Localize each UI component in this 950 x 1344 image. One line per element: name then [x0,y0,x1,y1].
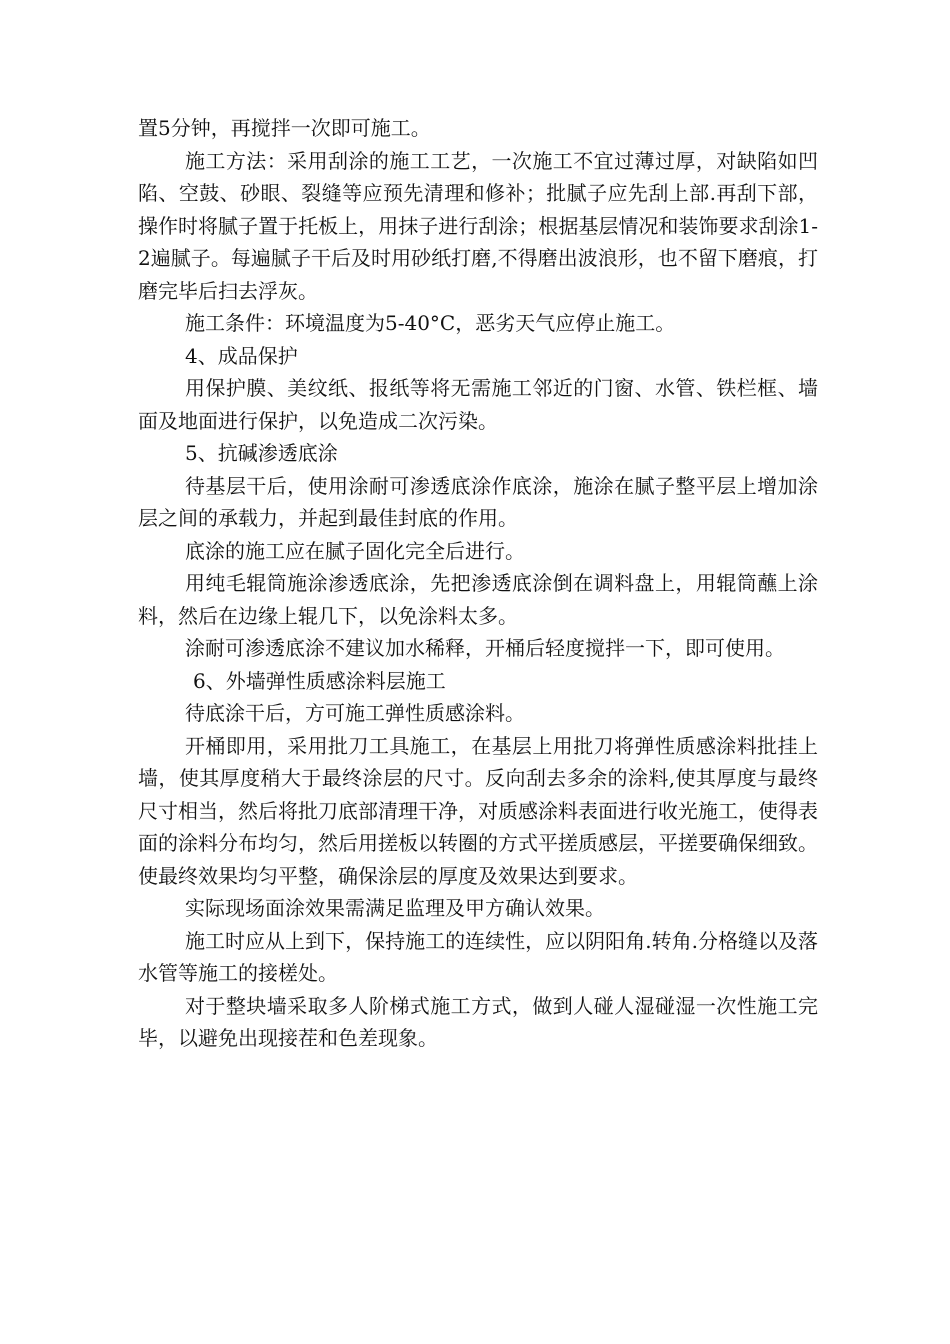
paragraph-8: 底涂的施工应在腻子固化完全后进行。 [185,538,525,563]
paragraph-16: 对于整块墙采取多人阶梯式施工方式，做到人碰人湿碰湿一次性施工完毕，以避免出现接茬和色差现象。 [138,993,818,1050]
paragraph-2: 施工方法：采用刮涂的施工工艺，一次施工不宜过薄过厚，对缺陷如凹陷、空鼓、砂眼、裂缝等应预先清理和修补；批腻子应先刮上部.再刮下部，操作时将腻子置于托板上，用抹子进行刮涂；根据基层情况和装饰要求刮涂1-2遍腻子。每遍腻子干后及时用砂纸打磨,不得磨出波浪形，也不留下磨痕，打磨完毕后扫去浮灰。 [138,148,818,303]
section-heading-5: 5、抗碱渗透底涂 [185,441,338,465]
paragraph-15: 施工时应从上到下，保持施工的连续性，应以阴阳角.转角.分格缝以及落水管等施工的接槎处。 [138,928,818,985]
paragraph-9: 用纯毛辊筒施涂渗透底涂，先把渗透底涂倒在调料盘上，用辊筒蘸上涂料，然后在边缘上辊几下，以免涂料太多。 [138,571,818,628]
paragraph-13: 开桶即用，采用批刀工具施工，在基层上用批刀将弹性质感涂料批挂上墙，使其厚度稍大于最终涂层的尺寸。反向刮去多余的涂料,使其厚度与最终尺寸相当，然后将批刀底部清理干净，对质感涂料表面进行收光施工，使得表面的涂料分布均匀，然后用搓板以转圈的方式平搓质感层，平搓要确保细致。使最终效果均匀平整，确保涂层的厚度及效果达到要求。 [138,733,818,888]
section-heading-6: 6、外墙弹性质感涂料层施工 [193,668,446,693]
paragraph-12: 待底涂干后，方可施工弹性质感涂料。 [185,701,525,725]
section-heading-4: 4、成品保护 [185,343,298,368]
paragraph-1: 置5分钟，再搅拌一次即可施工。 [138,116,431,140]
paragraph-3: 施工条件：环境温度为5-40°C，恶劣天气应停止施工。 [185,311,676,335]
paragraph-14: 实际现场面涂效果需满足监理及甲方确认效果。 [185,896,605,920]
paragraph-10: 涂耐可渗透底涂不建议加水稀释，开桶后轻度搅拌一下，即可使用。 [185,636,785,660]
document-body [138,112,818,1055]
paragraph-7: 待基层干后，使用涂耐可渗透底涂作底涂，施涂在腻子整平层上增加涂层之间的承载力，并起到最佳封底的作用。 [138,473,818,530]
paragraph-5: 用保护膜、美纹纸、报纸等将无需施工邻近的门窗、水管、铁栏框、墙面及地面进行保护，以免造成二次污染。 [138,376,818,433]
